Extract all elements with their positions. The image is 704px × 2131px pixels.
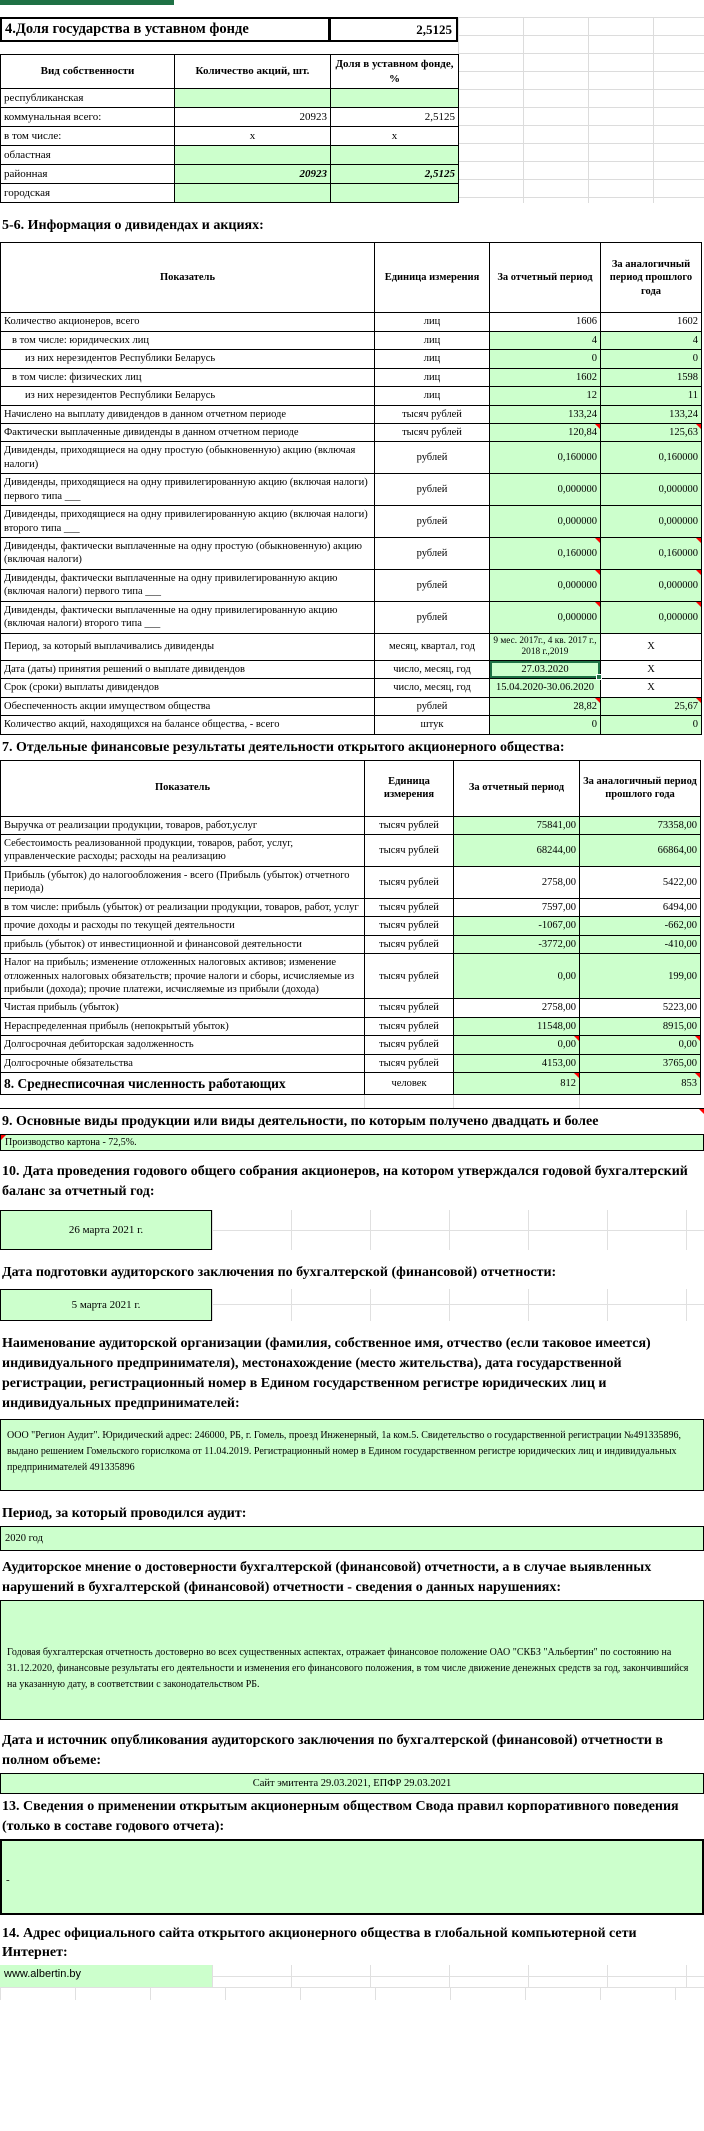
table-row bbox=[1, 350, 702, 368]
section-7-title[interactable]: 7. Отдельные финансовые результаты деятельности открытого акционерного общества: bbox=[2, 739, 565, 755]
cell[interactable]: тысяч рублей bbox=[365, 935, 454, 953]
table-row bbox=[1, 660, 702, 678]
section-14-title[interactable]: 14. Адрес официального сайта открытого акционерного общества в глобальной компьютерной сети Интернет: bbox=[2, 1925, 637, 1961]
cell[interactable]: тысяч рублей bbox=[365, 898, 454, 916]
cell[interactable]: X bbox=[601, 660, 702, 678]
table-row bbox=[1, 935, 701, 953]
table-row bbox=[1, 954, 701, 999]
cell[interactable]: число, месяц, год bbox=[375, 679, 490, 697]
cell[interactable]: 2758,00 bbox=[454, 999, 580, 1017]
section-10-title[interactable]: 10. Дата проведения годового общего собрания акционеров, на котором утверждался годовой бухгалтерский баланс за отчетный год: bbox=[2, 1164, 688, 1200]
cell[interactable]: 8915,00 bbox=[580, 1017, 701, 1035]
auditor-org-title[interactable]: Наименование аудиторской организации (фамилия, собственное имя, отчество (если таковое имеется) индивидуального предпринимателя), местонахождение (место жительства), дата государственной регистрации, регистрационный номер в Едином государственном регистре юридических лиц и индивидуальных предпринимателей: bbox=[2, 1335, 651, 1411]
table-row bbox=[1, 917, 701, 935]
cell[interactable]: 133,24 bbox=[601, 405, 702, 423]
cell[interactable]: 0,000000 bbox=[490, 506, 601, 538]
cell[interactable]: рублей bbox=[375, 697, 490, 715]
column-header[interactable]: Единица измерения bbox=[375, 243, 490, 313]
cell[interactable]: тысяч рублей bbox=[365, 954, 454, 999]
cell[interactable]: 6494,00 bbox=[580, 898, 701, 916]
cell[interactable]: 4 bbox=[490, 331, 601, 349]
audit-period-cell[interactable]: 2020 год bbox=[0, 1526, 704, 1551]
table-row bbox=[1, 816, 701, 834]
comment-indicator-icon bbox=[696, 698, 701, 703]
cell[interactable]: штук bbox=[375, 716, 490, 734]
cell[interactable]: Долгосрочные обязательства bbox=[1, 1054, 365, 1072]
comment-indicator-icon bbox=[695, 1036, 700, 1041]
column-header[interactable]: Единица измерения bbox=[365, 760, 454, 816]
cell[interactable]: 0,000000 bbox=[601, 569, 702, 601]
table-row bbox=[1, 538, 702, 570]
table-row bbox=[1, 146, 459, 165]
cell[interactable]: Налог на прибыль; изменение отложенных налоговых активов; изменение отложенных налоговых обязательств; прочие налоги и сборы, исчисляемые из прибыли (дохода); прочие платежи, исчисляемые из прибыли (дохода) bbox=[1, 954, 365, 999]
cell[interactable]: 853 bbox=[580, 1073, 701, 1095]
cell[interactable]: -410,00 bbox=[580, 935, 701, 953]
cell[interactable]: Дивиденды, приходящиеся на одну привилегированную акцию (включая налоги) первого типа ___ bbox=[1, 474, 375, 506]
cell[interactable]: Нераспределенная прибыль (непокрытый убыток) bbox=[1, 1017, 365, 1035]
cell[interactable]: рублей bbox=[375, 474, 490, 506]
cell[interactable]: 0,160000 bbox=[601, 442, 702, 474]
cell[interactable]: рублей bbox=[375, 506, 490, 538]
cell[interactable]: тысяч рублей bbox=[365, 1036, 454, 1054]
column-header[interactable]: За отчетный период bbox=[454, 760, 580, 816]
cell[interactable]: месяц, квартал, год bbox=[375, 633, 490, 660]
comment-indicator-icon bbox=[696, 424, 701, 429]
cell[interactable]: число, месяц, год bbox=[375, 660, 490, 678]
column-header[interactable]: За аналогичный период прошлого года bbox=[601, 243, 702, 313]
cell[interactable]: 5223,00 bbox=[580, 999, 701, 1017]
cell[interactable]: в том числе: юридических лиц bbox=[1, 331, 375, 349]
cell[interactable]: тысяч рублей bbox=[365, 816, 454, 834]
column-header[interactable]: Показатель bbox=[1, 760, 365, 816]
table-row bbox=[1, 1073, 701, 1095]
cell[interactable]: рублей bbox=[375, 601, 490, 633]
cell[interactable]: 1602 bbox=[601, 313, 702, 331]
table-row bbox=[1, 601, 702, 633]
cell[interactable]: 27.03.2020 bbox=[490, 660, 601, 678]
grid-background bbox=[0, 1987, 704, 2000]
cell[interactable]: 2,5125 bbox=[331, 108, 459, 127]
cell[interactable]: 3765,00 bbox=[580, 1054, 701, 1072]
cell[interactable]: 7597,00 bbox=[454, 898, 580, 916]
comment-indicator-icon bbox=[595, 698, 600, 703]
main-products-cell[interactable]: Производство картона - 72,5%. bbox=[0, 1134, 704, 1151]
grid-background bbox=[212, 1965, 704, 1987]
header-row bbox=[1, 760, 701, 816]
cell[interactable]: Дивиденды, фактически выплаченные на одну простую (обыкновенную) акцию (включая налоги) bbox=[1, 538, 375, 570]
cell[interactable]: 20923 bbox=[175, 165, 331, 184]
cell[interactable]: 0,000000 bbox=[490, 474, 601, 506]
cell[interactable]: из них нерезидентов Республики Беларусь bbox=[1, 350, 375, 368]
table-row bbox=[1, 313, 702, 331]
audit-report-date-cell[interactable]: 5 марта 2021 г. bbox=[0, 1289, 212, 1321]
comment-indicator-icon bbox=[595, 538, 600, 543]
cell[interactable]: городская bbox=[1, 184, 175, 203]
comment-indicator-icon bbox=[699, 1109, 704, 1114]
header-row bbox=[1, 243, 702, 313]
section-4-title[interactable]: 4.Доля государства в уставном фонде bbox=[0, 17, 330, 42]
cell[interactable]: Дивиденды, фактически выплаченные на одну привилегированную акцию (включая налоги) первого типа ___ bbox=[1, 569, 375, 601]
cell[interactable]: из них нерезидентов Республики Беларусь bbox=[1, 387, 375, 405]
cell[interactable]: x bbox=[175, 127, 331, 146]
cell[interactable]: Количество акций, находящихся на балансе общества, - всего bbox=[1, 716, 375, 734]
cell[interactable]: 68244,00 bbox=[454, 835, 580, 867]
cell[interactable]: 125,63 bbox=[601, 423, 702, 441]
cell[interactable]: 12 bbox=[490, 387, 601, 405]
cell[interactable]: 0,160000 bbox=[601, 538, 702, 570]
cell[interactable]: 0 bbox=[601, 350, 702, 368]
comment-indicator-icon bbox=[595, 424, 600, 429]
cell[interactable]: 25,67 bbox=[601, 697, 702, 715]
cell[interactable]: республиканская bbox=[1, 89, 175, 108]
website-address-cell[interactable]: www.albertin.by bbox=[0, 1965, 212, 1987]
comment-indicator-icon bbox=[595, 570, 600, 575]
cell[interactable]: тысяч рублей bbox=[365, 1017, 454, 1035]
annual-meeting-date-cell[interactable]: 26 марта 2021 г. bbox=[0, 1210, 212, 1250]
cell[interactable]: прочие доходы и расходы по текущей деятельности bbox=[1, 917, 365, 935]
cell[interactable]: X bbox=[601, 679, 702, 697]
cell[interactable]: областная bbox=[1, 146, 175, 165]
cell[interactable]: лиц bbox=[375, 387, 490, 405]
table-row bbox=[1, 387, 702, 405]
cell[interactable]: Обеспеченность акции имуществом общества bbox=[1, 697, 375, 715]
cell[interactable]: Прибыль (убыток) до налогообложения - всего (Прибыль (убыток) отчетного периода) bbox=[1, 866, 365, 898]
cell[interactable]: 5422,00 bbox=[580, 866, 701, 898]
cell[interactable]: Срок (сроки) выплаты дивидендов bbox=[1, 679, 375, 697]
cell[interactable]: тысяч рублей bbox=[375, 423, 490, 441]
cell[interactable]: Дата (даты) принятия решений о выплате дивидендов bbox=[1, 660, 375, 678]
cell[interactable]: x bbox=[331, 127, 459, 146]
table-row bbox=[1, 633, 702, 660]
cell[interactable]: 0,00 bbox=[580, 1036, 701, 1054]
table-row bbox=[1, 1017, 701, 1035]
cell[interactable]: 0,160000 bbox=[490, 538, 601, 570]
table-row bbox=[1, 89, 459, 108]
section-5-6-title[interactable]: 5-6. Информация о дивидендах и акциях: bbox=[2, 218, 264, 234]
cell[interactable]: Себестоимость реализованной продукции, товаров, работ, услуг, управленческие расходы; расходы на реализацию bbox=[1, 835, 365, 867]
cell[interactable]: 75841,00 bbox=[454, 816, 580, 834]
table-row bbox=[1, 165, 459, 184]
cell[interactable]: 8. Среднесписочная численность работающих bbox=[1, 1073, 365, 1095]
table-row bbox=[1, 835, 701, 867]
cell[interactable]: лиц bbox=[375, 313, 490, 331]
cell[interactable]: Дивиденды, фактически выплаченные на одну привилегированную акцию (включая налоги) второго типа ___ bbox=[1, 601, 375, 633]
cell[interactable]: тысяч рублей bbox=[365, 835, 454, 867]
cell[interactable]: тысяч рублей bbox=[375, 405, 490, 423]
publication-cell[interactable]: Сайт эмитента 29.03.2021, ЕПФР 29.03.2021 bbox=[0, 1773, 704, 1794]
audit-report-date-title[interactable]: Дата подготовки аудиторского заключения по бухгалтерской (финансовой) отчетности: bbox=[2, 1265, 557, 1281]
table-row bbox=[1, 442, 702, 474]
grid-background bbox=[458, 17, 704, 203]
comment-indicator-icon bbox=[696, 570, 701, 575]
cell[interactable]: 199,00 bbox=[580, 954, 701, 999]
cell[interactable]: тысяч рублей bbox=[365, 866, 454, 898]
cell[interactable]: 0,00 bbox=[454, 954, 580, 999]
section-13-title[interactable]: 13. Сведения о применении открытым акционерным обществом Свода правил корпоративного поведения (только в составе годового отчета): bbox=[2, 1798, 679, 1834]
column-header[interactable]: Количество акций, шт. bbox=[175, 55, 331, 89]
cell[interactable]: человек bbox=[365, 1073, 454, 1095]
cell[interactable]: коммунальная всего: bbox=[1, 108, 175, 127]
table-row bbox=[1, 423, 702, 441]
ownership-table bbox=[0, 54, 459, 203]
cell[interactable]: 0,160000 bbox=[490, 442, 601, 474]
cell[interactable]: 0,000000 bbox=[601, 474, 702, 506]
audit-period-title[interactable]: Период, за который проводился аудит: bbox=[2, 1506, 247, 1522]
cell[interactable]: в том числе: bbox=[1, 127, 175, 146]
column-header[interactable]: Показатель bbox=[1, 243, 375, 313]
comment-indicator-icon bbox=[1, 1135, 6, 1140]
table-row bbox=[1, 716, 702, 734]
cell[interactable]: Период, за который выплачивались дивиденды bbox=[1, 633, 375, 660]
auditor-org-cell[interactable]: ООО "Регион Аудит". Юридический адрес: 246000, РБ, г. Гомель, проезд Инженерный, 1а ком.5. Свидетельство о государственной регистрации №491335896, выдано решением Гомельского горислкома от 11.04.2019. Регистрационный номер в Едином государственном регистре юридических лиц и индивидуальных предпринимателей 491335896 bbox=[0, 1419, 704, 1491]
cell[interactable]: тысяч рублей bbox=[365, 1054, 454, 1072]
table-row bbox=[1, 405, 702, 423]
cell[interactable]: 0 bbox=[490, 350, 601, 368]
cell[interactable]: Дивиденды, приходящиеся на одну простую (обыкновенную) акцию (включая налоги) bbox=[1, 442, 375, 474]
column-header[interactable]: За отчетный период bbox=[490, 243, 601, 313]
spacer bbox=[0, 5, 704, 17]
cell[interactable]: 0,000000 bbox=[490, 569, 601, 601]
cell[interactable]: Выручка от реализации продукции, товаров, работ,услуг bbox=[1, 816, 365, 834]
table-row bbox=[1, 679, 702, 697]
audit-report-date-row bbox=[0, 1289, 704, 1321]
cell[interactable]: прибыль (убыток) от инвестиционной и финансовой деятельности bbox=[1, 935, 365, 953]
cell[interactable]: рублей bbox=[375, 442, 490, 474]
cell[interactable]: 2,5125 bbox=[331, 165, 459, 184]
corporate-code-cell[interactable]: - bbox=[0, 1839, 704, 1915]
cell[interactable] bbox=[175, 146, 331, 165]
cell[interactable]: 4153,00 bbox=[454, 1054, 580, 1072]
cell[interactable]: тысяч рублей bbox=[365, 917, 454, 935]
cell[interactable]: 1606 bbox=[490, 313, 601, 331]
cell[interactable] bbox=[331, 146, 459, 165]
grid-background bbox=[212, 1289, 704, 1321]
cell[interactable]: Количество акционеров, всего bbox=[1, 313, 375, 331]
cell[interactable] bbox=[331, 89, 459, 108]
cell[interactable]: Дивиденды, приходящиеся на одну привилегированную акцию (включая налоги) второго типа ___ bbox=[1, 506, 375, 538]
audit-opinion-title[interactable]: Аудиторское мнение о достоверности бухгалтерской (финансовой) отчетности, а в случае выявленных нарушений в бухгалтерской (финансовой) отчетности - сведения о данных нарушениях: bbox=[2, 1560, 652, 1596]
cell[interactable] bbox=[175, 89, 331, 108]
grid-background bbox=[0, 1095, 704, 1108]
cell[interactable]: 812 bbox=[454, 1073, 580, 1095]
cell[interactable]: 0,00 bbox=[454, 1036, 580, 1054]
cell[interactable]: 120,84 bbox=[490, 423, 601, 441]
cell[interactable]: 0 bbox=[601, 716, 702, 734]
dividends-table bbox=[0, 242, 702, 734]
section-4 bbox=[0, 17, 704, 203]
cell[interactable]: Долгосрочная дебиторская задолженность bbox=[1, 1036, 365, 1054]
cell[interactable]: 0,000000 bbox=[490, 601, 601, 633]
cell[interactable]: 1598 bbox=[601, 368, 702, 386]
cell[interactable]: рублей bbox=[375, 538, 490, 570]
column-header[interactable]: Доля в уставном фонде, % bbox=[331, 55, 459, 89]
cell[interactable]: Начислено на выплату дивидендов в данном отчетном периоде bbox=[1, 405, 375, 423]
table-row bbox=[1, 368, 702, 386]
grid-background bbox=[212, 1210, 704, 1250]
cell[interactable]: 15.04.2020-30.06.2020 bbox=[490, 679, 601, 697]
table-row bbox=[1, 127, 459, 146]
cell[interactable]: 11548,00 bbox=[454, 1017, 580, 1035]
comment-indicator-icon bbox=[595, 602, 600, 607]
cell[interactable]: 11 bbox=[601, 387, 702, 405]
cell[interactable]: в том числе: физических лиц bbox=[1, 368, 375, 386]
comment-indicator-icon bbox=[574, 1036, 579, 1041]
cell[interactable]: лиц bbox=[375, 350, 490, 368]
cell[interactable]: 0,000000 bbox=[601, 601, 702, 633]
comment-indicator-icon bbox=[696, 602, 701, 607]
header-row bbox=[1, 55, 459, 89]
table-row bbox=[1, 866, 701, 898]
cell[interactable]: X bbox=[601, 633, 702, 660]
cell[interactable]: районная bbox=[1, 165, 175, 184]
cell[interactable] bbox=[175, 184, 331, 203]
table-row bbox=[1, 697, 702, 715]
table-row bbox=[1, 474, 702, 506]
table-row bbox=[1, 1036, 701, 1054]
website-row bbox=[0, 1965, 704, 1987]
cell[interactable]: 73358,00 bbox=[580, 816, 701, 834]
cell[interactable]: тысяч рублей bbox=[365, 999, 454, 1017]
table-row bbox=[1, 184, 459, 203]
table-row bbox=[1, 999, 701, 1017]
table-row bbox=[1, 1054, 701, 1072]
cell[interactable]: -1067,00 bbox=[454, 917, 580, 935]
publication-title[interactable]: Дата и источник опубликования аудиторского заключения по бухгалтерской (финансовой) отчетности в полном объеме: bbox=[2, 1733, 663, 1768]
financial-results-table bbox=[0, 760, 701, 1096]
cell[interactable]: Фактически выплаченные дивиденды в данном отчетном периоде bbox=[1, 423, 375, 441]
annual-meeting-date-row bbox=[0, 1210, 704, 1250]
cell[interactable]: лиц bbox=[375, 331, 490, 349]
section-9-title[interactable]: 9. Основные виды продукции или виды деятельности, по которым получено двадцать и более bbox=[0, 1108, 704, 1134]
cell[interactable]: 0 bbox=[490, 716, 601, 734]
table-row bbox=[1, 898, 701, 916]
audit-opinion-cell[interactable]: Годовая бухгалтерская отчетность достоверно во всех существенных аспектах, отражает финансовое положение ОАО "СКБЗ "Альбертин" по состоянию на 31.12.2020, финансовые результаты его деятельности и изменения его финансового положения, в том числе движение денежных средств за год, закончившийся на указанную дату, в соответствии с законодательством РБ. bbox=[0, 1600, 704, 1720]
table-row bbox=[1, 569, 702, 601]
cell[interactable]: лиц bbox=[375, 368, 490, 386]
table-row bbox=[1, 108, 459, 127]
cell[interactable]: 28,82 bbox=[490, 697, 601, 715]
cell[interactable]: 133,24 bbox=[490, 405, 601, 423]
cell[interactable]: рублей bbox=[375, 569, 490, 601]
cell[interactable]: 66864,00 bbox=[580, 835, 701, 867]
cell[interactable]: -3772,00 bbox=[454, 935, 580, 953]
cell[interactable]: 9 мес. 2017г., 4 кв. 2017 г., 2018 г.,2019 bbox=[490, 633, 601, 660]
column-header[interactable]: Вид собственности bbox=[1, 55, 175, 89]
cell[interactable]: в том числе: прибыль (убыток) от реализации продукции, товаров, работ, услуг bbox=[1, 898, 365, 916]
state-share-value-cell[interactable]: 2,5125 bbox=[330, 17, 458, 42]
table-row bbox=[1, 331, 702, 349]
cell[interactable]: 0,000000 bbox=[601, 506, 702, 538]
cell[interactable]: 2758,00 bbox=[454, 866, 580, 898]
cell[interactable]: -662,00 bbox=[580, 917, 701, 935]
comment-indicator-icon bbox=[695, 1073, 700, 1078]
cell[interactable]: 4 bbox=[601, 331, 702, 349]
column-header[interactable]: За аналогичный период прошлого года bbox=[580, 760, 701, 816]
table-row bbox=[1, 506, 702, 538]
cell[interactable]: 20923 bbox=[175, 108, 331, 127]
cell[interactable] bbox=[331, 184, 459, 203]
cell[interactable]: 1602 bbox=[490, 368, 601, 386]
cell[interactable]: Чистая прибыль (убыток) bbox=[1, 999, 365, 1017]
comment-indicator-icon bbox=[696, 538, 701, 543]
comment-indicator-icon bbox=[574, 1073, 579, 1078]
